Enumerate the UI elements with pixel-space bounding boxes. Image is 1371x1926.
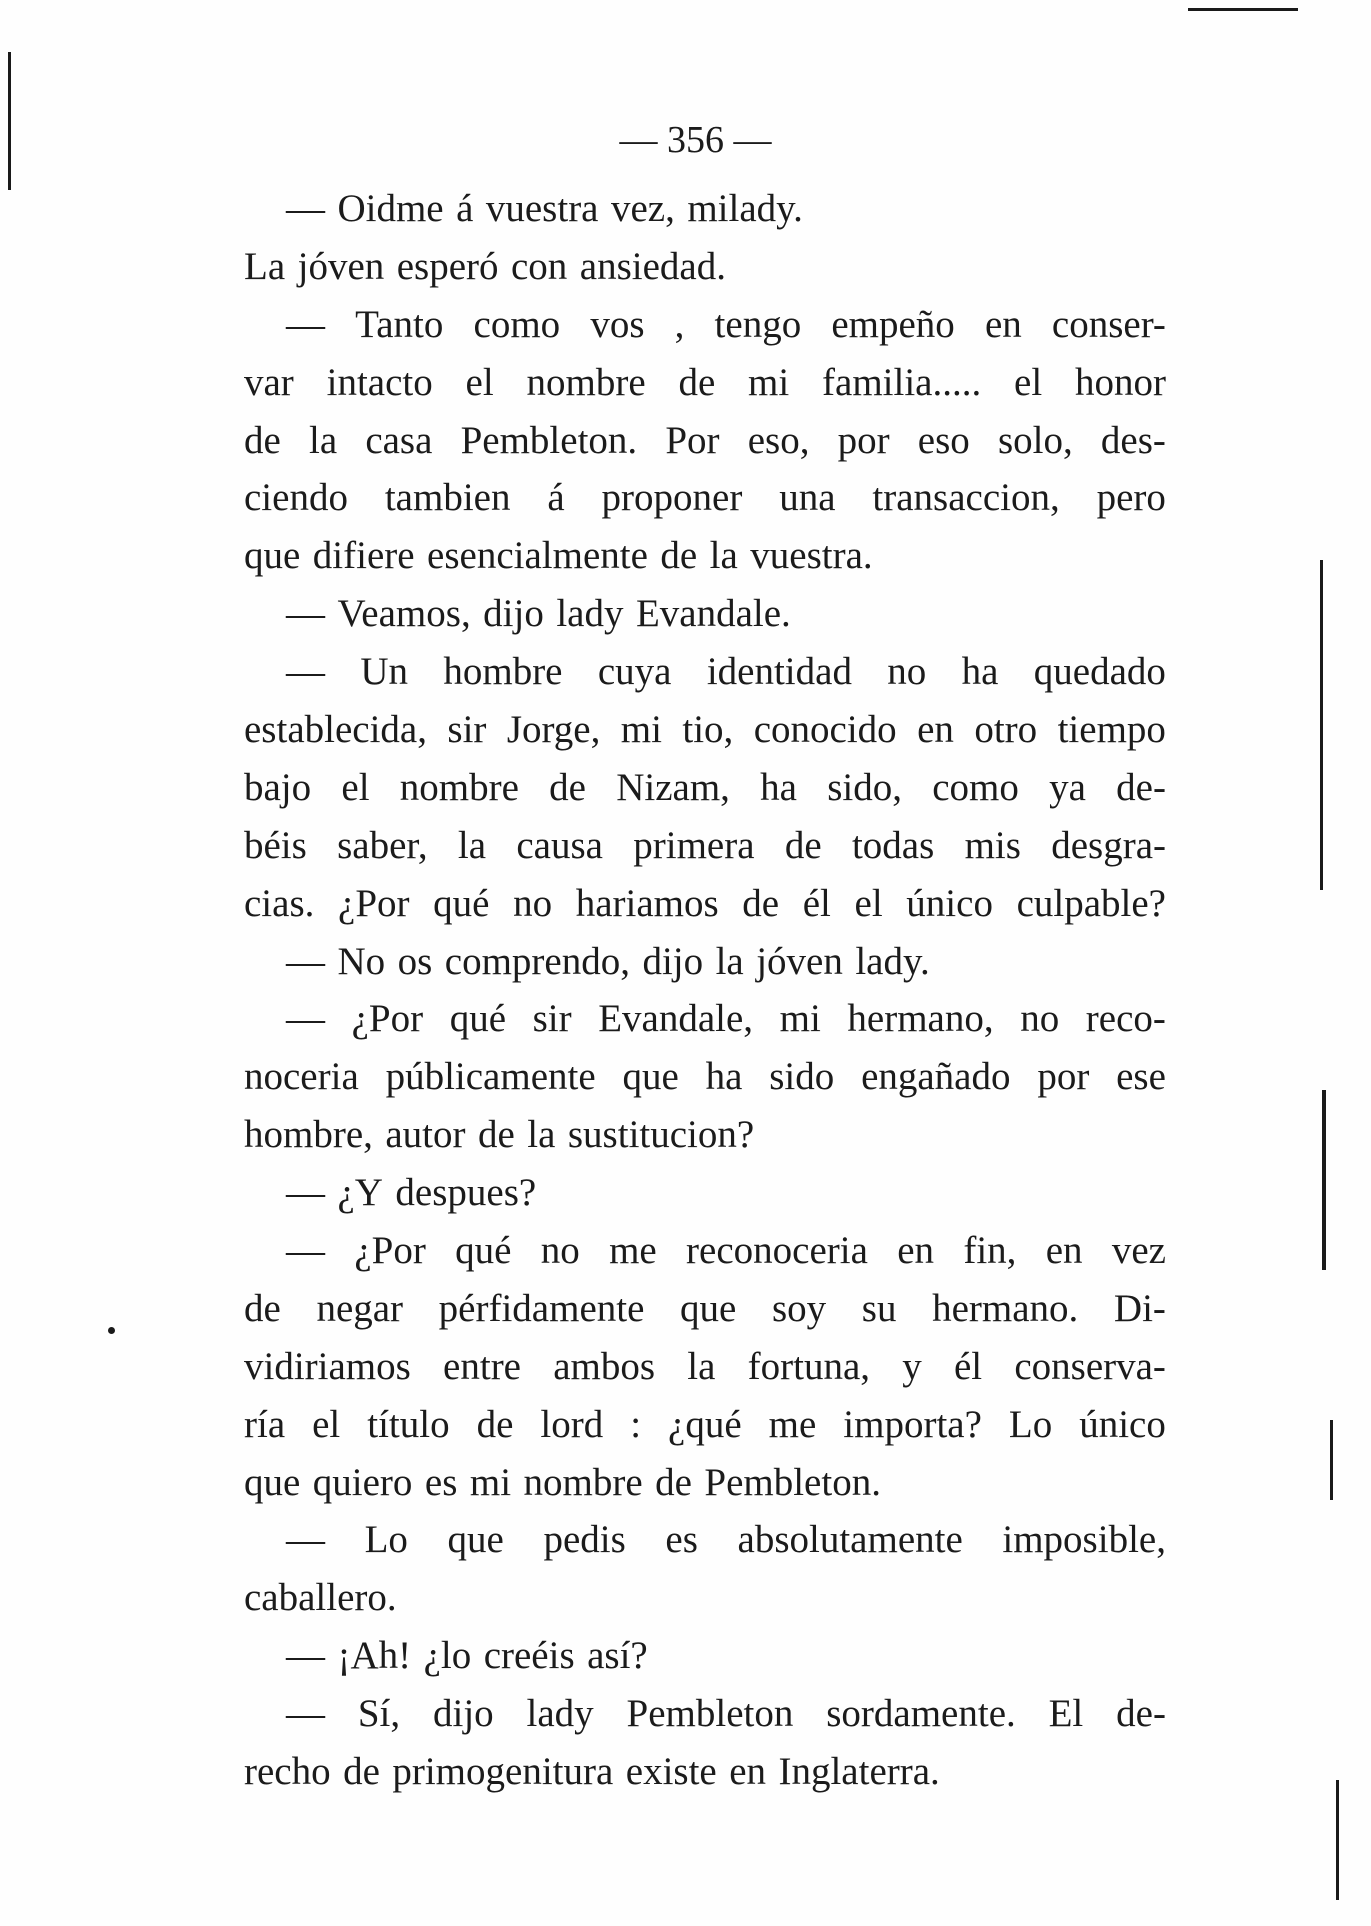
word: — [286, 1518, 325, 1562]
word: me [609, 1229, 657, 1273]
word: como [473, 302, 561, 346]
word: el [465, 360, 494, 404]
word: su [861, 1286, 897, 1330]
word: tambien [384, 476, 511, 520]
word: sido, [827, 765, 902, 809]
word: Nizam, [616, 765, 730, 809]
text-line [244, 1106, 1166, 1164]
scan-edge-mark [1330, 1420, 1333, 1500]
word: casa [365, 418, 433, 462]
word: os [397, 939, 433, 983]
word: desgra- [1051, 823, 1166, 867]
word: en [897, 1229, 935, 1273]
word: despues? [395, 1171, 537, 1215]
word: que [622, 1055, 679, 1099]
page-number: — 356 — [619, 119, 772, 161]
word: el [341, 765, 370, 809]
word: á [547, 476, 565, 520]
word: — [286, 1692, 325, 1736]
word: caballero. [244, 1576, 397, 1620]
word: vez, [610, 187, 675, 230]
word: fortuna, [747, 1344, 871, 1388]
text-line [244, 1511, 1166, 1569]
word: establecida, [244, 708, 427, 752]
text-line [244, 1338, 1166, 1396]
word: Sí, [357, 1692, 401, 1736]
word: la [457, 823, 487, 867]
word: lady [556, 592, 624, 636]
word: la [527, 1113, 556, 1157]
word: existe [625, 1750, 717, 1794]
word: culpable? [1016, 881, 1166, 925]
word: pedis [543, 1518, 626, 1562]
word: que [680, 1286, 737, 1330]
text-line [244, 1743, 1166, 1801]
word: reco- [1085, 997, 1166, 1041]
word: vuestra [485, 187, 599, 230]
word: transaccion, [872, 476, 1060, 520]
word: esperó [396, 244, 499, 288]
word: — [286, 997, 325, 1041]
word: conocido [753, 708, 897, 752]
word: ciendo [244, 476, 348, 520]
text-line [244, 643, 1166, 701]
word: qué [455, 1229, 512, 1273]
word: en [1045, 1229, 1083, 1273]
word: nombre [399, 765, 519, 809]
word: no [1020, 997, 1060, 1041]
word: Un [360, 650, 409, 694]
word: de [784, 823, 822, 867]
word: Tanto [355, 302, 444, 346]
word: mi [469, 1460, 512, 1504]
word: eso [917, 418, 970, 462]
word: — [286, 1634, 325, 1678]
word: autor [385, 1113, 466, 1157]
word: Pembleton. [460, 418, 638, 462]
word: de [244, 418, 281, 462]
word: : [630, 1402, 642, 1446]
word: él [802, 881, 831, 925]
word: de [655, 1460, 692, 1504]
text-line [244, 354, 1166, 412]
text-line [244, 875, 1166, 933]
word: pérfidamente [438, 1286, 645, 1330]
word: mi [779, 997, 821, 1041]
word: noceria [244, 1055, 359, 1099]
word: eso, [747, 418, 810, 462]
scan-edge-mark [1322, 1090, 1326, 1270]
scan-edge-mark [1336, 1780, 1339, 1900]
word: nombre [526, 360, 646, 404]
word: Pembleton. [704, 1460, 881, 1504]
word: bajo [244, 765, 312, 809]
scan-edge-mark [1188, 8, 1298, 11]
word: no [540, 1229, 580, 1273]
word: Evandale, [598, 997, 754, 1041]
word: imposible, [1002, 1518, 1166, 1562]
word: lady [526, 1692, 594, 1736]
word: des- [1100, 418, 1166, 462]
text-line [244, 180, 1166, 238]
text-line [244, 990, 1166, 1048]
word: de [549, 765, 586, 809]
word: me [768, 1402, 817, 1446]
word: de- [1116, 765, 1166, 809]
text-line [244, 296, 1166, 354]
word: tiempo [1057, 708, 1166, 752]
word: no [513, 881, 553, 925]
word: la [687, 1344, 716, 1388]
word: ¿qué [668, 1402, 742, 1446]
word: la [308, 418, 338, 462]
word: mi [620, 708, 662, 752]
word: y [902, 1344, 922, 1388]
word: el [854, 881, 883, 925]
word: que [447, 1518, 504, 1562]
word: Inglaterra. [778, 1750, 940, 1794]
word: lord [540, 1402, 604, 1446]
word: mis [964, 823, 1021, 867]
word: empeño [831, 302, 955, 346]
word: ¿Por [354, 1229, 426, 1273]
word: de- [1116, 1692, 1166, 1736]
word: dijo [642, 939, 704, 983]
word: esencialmente [427, 534, 648, 578]
word: milady. [687, 187, 803, 230]
word: hermano. [932, 1286, 1079, 1330]
word: de [678, 360, 716, 404]
word: único [1079, 1402, 1166, 1446]
word: quedado [1033, 650, 1166, 694]
word: ¡Ah! [337, 1634, 412, 1678]
word: qué [449, 997, 506, 1041]
word: una [779, 476, 836, 520]
word: en [984, 302, 1022, 346]
word: vos [590, 302, 645, 346]
word: creéis [483, 1634, 575, 1678]
word: — [286, 939, 325, 983]
word: saber, [337, 823, 428, 867]
word: de [476, 1402, 514, 1446]
word: tengo [714, 302, 802, 346]
word: ambos [553, 1344, 656, 1388]
text-line [244, 1454, 1166, 1512]
word: en [917, 708, 954, 752]
word: la [709, 534, 738, 578]
word: ¿Por [338, 881, 410, 925]
word: El [1048, 1692, 1084, 1736]
word: todas [851, 823, 935, 867]
word: en [729, 1750, 767, 1794]
word: qué [433, 881, 490, 925]
text-line [244, 933, 1166, 991]
word: hermano, [847, 997, 994, 1041]
word: Jorge, [506, 708, 601, 752]
word: familia..... [822, 360, 982, 404]
word: vez [1111, 1229, 1166, 1273]
word: ría [244, 1402, 286, 1446]
word: importa? [843, 1402, 982, 1446]
scan-dot [108, 1327, 115, 1334]
text-line [244, 1164, 1166, 1222]
text-line [244, 1048, 1166, 1106]
word: lady. [855, 939, 930, 983]
word: quiero [312, 1460, 413, 1504]
word: comprendo, [444, 939, 630, 983]
word: — [286, 1229, 325, 1273]
text-line [244, 585, 1166, 643]
word: título [367, 1402, 450, 1446]
word: la [715, 939, 744, 983]
text-line [244, 1396, 1166, 1454]
word: que [244, 534, 301, 578]
word: jóven [756, 939, 843, 983]
word: no [887, 650, 927, 694]
word: primera [633, 823, 755, 867]
word: Por [665, 418, 720, 462]
word: — [286, 187, 325, 230]
word: ya [1049, 765, 1086, 809]
word: primogenitura [392, 1750, 614, 1794]
word: engañado [861, 1055, 1011, 1099]
word: por [1037, 1055, 1090, 1099]
text-line [244, 1569, 1166, 1627]
word: reconoceria [686, 1229, 868, 1273]
word: ha [705, 1055, 743, 1099]
word: tio, [682, 708, 734, 752]
word: — [286, 592, 325, 636]
word: solo, [997, 418, 1073, 462]
word: ¿Por [351, 997, 424, 1041]
word: es [665, 1518, 698, 1562]
word: recho [244, 1750, 331, 1794]
word: Evandale. [635, 592, 791, 636]
text-line [244, 759, 1166, 817]
word: cuya [597, 650, 672, 694]
word: vuestra. [750, 534, 873, 578]
word: á [456, 187, 474, 230]
word: hombre [443, 650, 563, 694]
word: es [424, 1460, 458, 1504]
scan-edge-mark [1320, 560, 1323, 890]
word: ese [1116, 1055, 1166, 1099]
word: conser- [1051, 302, 1166, 346]
text-line [244, 817, 1166, 875]
word: entre [443, 1344, 521, 1388]
word: único [906, 881, 993, 925]
word: soy [771, 1286, 827, 1330]
word: dijo [483, 592, 544, 636]
word: jóven [297, 244, 385, 288]
word: cias. [244, 881, 315, 925]
word: honor [1074, 360, 1166, 404]
word: var [244, 360, 294, 404]
word: proponer [601, 476, 743, 520]
word: absolutamente [737, 1518, 963, 1562]
word: vidiriamos [244, 1344, 411, 1388]
word: identidad [706, 650, 852, 694]
text-line [244, 1222, 1166, 1280]
word: ¿lo [423, 1634, 472, 1678]
word: sido [769, 1055, 835, 1099]
word: difiere [312, 534, 415, 578]
word: , [674, 302, 685, 346]
word: — [286, 650, 325, 694]
word: La [244, 244, 286, 288]
word: de [742, 881, 780, 925]
word: él [953, 1344, 983, 1388]
word: hariamos [575, 881, 719, 925]
text-line [244, 527, 1166, 585]
text-line [244, 701, 1166, 759]
word: ansiedad. [579, 244, 726, 288]
text-line [244, 238, 1166, 296]
word: ha [961, 650, 999, 694]
word: sir [447, 708, 487, 752]
word: causa [516, 823, 603, 867]
word: de [477, 1113, 515, 1157]
word: de [660, 534, 698, 578]
word: mi [748, 360, 790, 404]
word: intacto [326, 360, 433, 404]
word: públicamente [385, 1055, 596, 1099]
word: otro [974, 708, 1038, 752]
word: Veamos, [337, 592, 471, 636]
word: de [244, 1286, 281, 1330]
word: Oidme [337, 187, 444, 230]
word: el [312, 1402, 341, 1446]
word: de [343, 1750, 380, 1794]
text-line [244, 469, 1166, 527]
word: por [837, 418, 890, 462]
word: como [932, 765, 1019, 809]
word: así? [587, 1634, 648, 1678]
word: ¿Y [337, 1171, 383, 1215]
word: pero [1096, 476, 1166, 520]
word: Pembleton [626, 1692, 794, 1736]
text-line [244, 412, 1166, 470]
word: No [337, 939, 386, 983]
word: nombre [523, 1460, 643, 1504]
word: Di- [1113, 1286, 1166, 1330]
word: con [511, 244, 568, 288]
word: dijo [433, 1692, 494, 1736]
word: conserva- [1014, 1344, 1166, 1388]
word: béis [244, 823, 307, 867]
word: negar [316, 1286, 404, 1330]
word: Lo [1008, 1402, 1053, 1446]
word: Lo [364, 1518, 408, 1562]
word: sustitucion? [567, 1113, 755, 1157]
body-text [244, 180, 1166, 1801]
word: el [1014, 360, 1043, 404]
text-line [244, 1685, 1166, 1743]
text-line [244, 1627, 1166, 1685]
word: — [286, 302, 325, 346]
word: sordamente. [826, 1692, 1016, 1736]
word: fin, [963, 1229, 1017, 1273]
text-line [244, 1280, 1166, 1338]
word: ha [760, 765, 797, 809]
word: que [244, 1460, 301, 1504]
word: sir [532, 997, 572, 1041]
word: hombre, [244, 1113, 373, 1157]
word: — [286, 1171, 325, 1215]
